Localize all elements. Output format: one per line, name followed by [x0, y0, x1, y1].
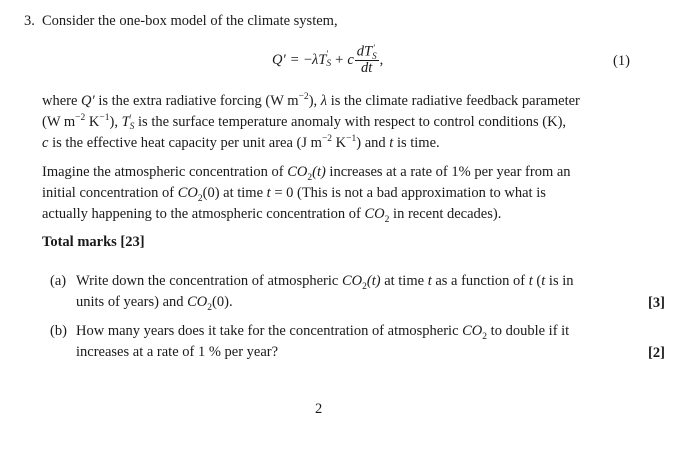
- part-b-line-2: increases at a rate of 1 % per year?: [76, 344, 279, 360]
- eq-T: T: [318, 51, 327, 68]
- eq-equals: =: [290, 51, 299, 68]
- part-b-label: (b): [50, 323, 67, 339]
- imagine-line-2: initial concentration of $CO_2(0)$ at time t = 0 (This is not a bad approximation to what is: [42, 185, 546, 204]
- page-number: 2: [315, 401, 323, 417]
- eq-num-prime: ′: [373, 43, 376, 53]
- where-line-2: (W $m^{-2}$ $K^{-1}$), T ′ S is the surface temperature anomaly with respect to control conditions (K),: [42, 113, 567, 132]
- part-a-label: (a): [50, 273, 67, 289]
- imagine-line-3: actually happening to the atmospheric concentration of $CO_2$ in recent decades).: [42, 206, 502, 225]
- total-marks: Total marks [23]: [42, 234, 145, 250]
- eq-T-prime: ′: [326, 50, 329, 60]
- part-a-line-2: units of years) and $CO_2(0)$.: [76, 294, 233, 313]
- part-b-line-1: How many years does it take for the concentration of atmospheric $CO_2$ to double if it: [76, 323, 570, 342]
- eq-fraction: [355, 44, 379, 76]
- equation-tag: (1): [613, 53, 630, 69]
- question-number: 3.: [24, 13, 35, 29]
- eq-c: c: [347, 51, 354, 68]
- where-line-3: c is the effective heat capacity per unit area (J $m^{-2}$ $K^{-1}$) and t is time.: [42, 134, 440, 151]
- equation-1: [272, 42, 383, 78]
- part-a-marks: [3]: [648, 295, 665, 311]
- question-intro: Consider the one-box model of the climate system,: [42, 13, 338, 29]
- eq-plus: +: [335, 51, 344, 68]
- eq-num-d: d: [356, 43, 365, 60]
- eq-comma: ,: [379, 51, 384, 68]
- eq-lambda: λ: [312, 51, 319, 68]
- eq-lhs: Q′: [272, 51, 286, 68]
- imagine-line-1: Imagine the atmospheric concentration of $CO_2(t)$ increases at a rate of 1% per year from an: [42, 164, 571, 183]
- eq-neg: −: [303, 51, 313, 68]
- eq-num-T: T: [364, 43, 373, 60]
- eq-den: dt: [361, 60, 373, 76]
- eq-num-sub: S: [372, 51, 377, 61]
- part-b-marks: [2]: [648, 345, 665, 361]
- where-line-1: where Q′ is the extra radiative forcing (W $m^{-2}$), λ is the climate radiative feedback parameter: [42, 92, 580, 109]
- eq-T-sub: S: [326, 59, 332, 69]
- part-a-line-1: Write down the concentration of atmospheric $CO_2(t)$ at time t as a function of t (t is in: [76, 273, 574, 292]
